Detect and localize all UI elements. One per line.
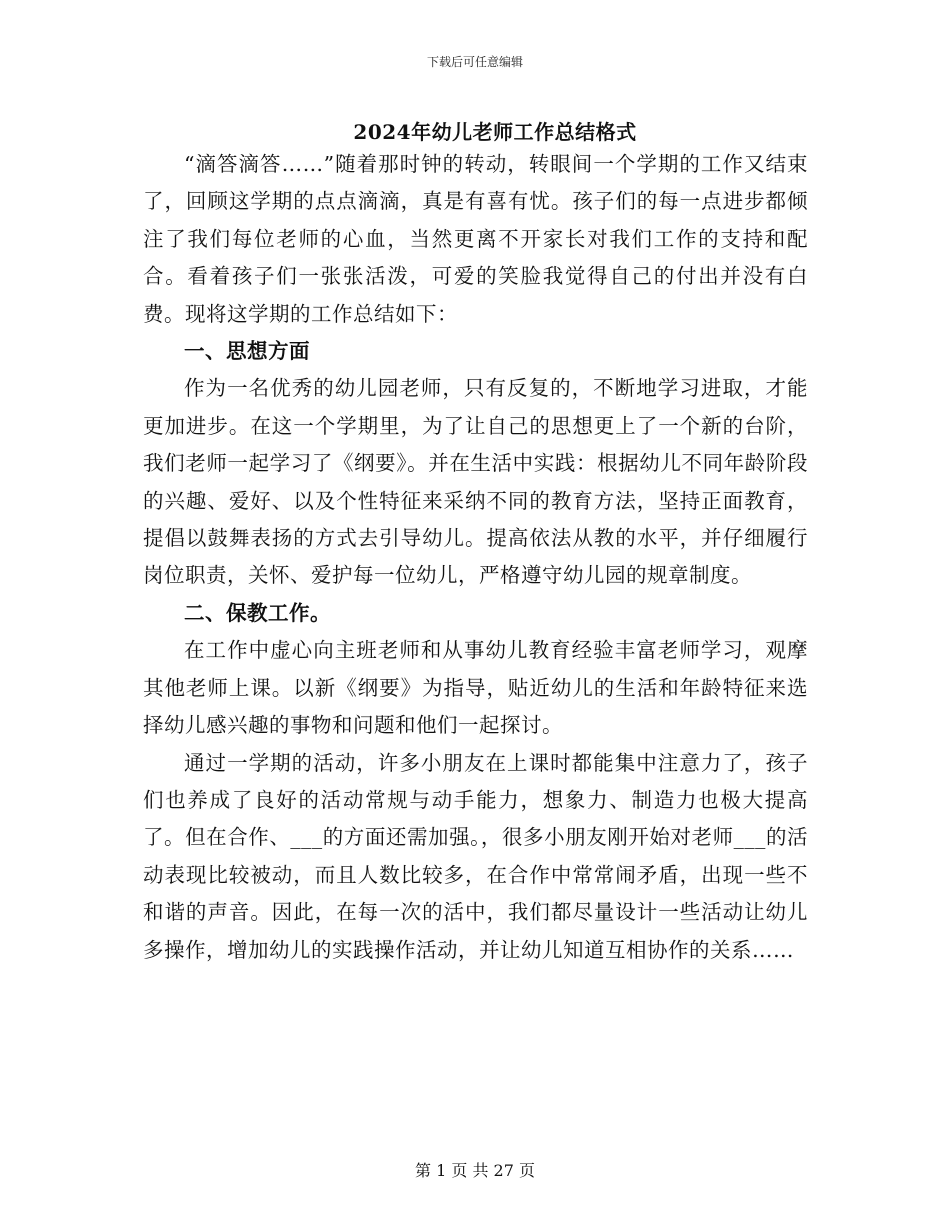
section-heading-care-education: 二、保教工作。 [184, 600, 331, 625]
body-paragraph: 作为一名优秀的幼儿园老师，只有反复的，不断地学习进取，才能更加进步。在这一个学期里，为了让自己的思想更上了一个新的台阶，我们老师一起学习了《纲要》。并在生活中实践：根据幼儿不同年龄阶段的兴趣、爱好、以及个性特征来采纳不同的教育方法，坚持正面教育，提倡以鼓舞表扬的方式去引导幼儿。提高依法从教的水平，并仔细履行岗位职责，关怀、爱护每一位幼儿，严格遵守幼儿园的规章制度。 [143, 376, 808, 588]
document-body [143, 146, 808, 969]
body-paragraph: 在工作中虚心向主班老师和从事幼儿教育经验丰富老师学习，观摩其他老师上课。以新《纲要》为指导，贴近幼儿的生活和年龄特征来选择幼儿感兴趣的事物和问题和他们一起探讨。 [143, 638, 808, 738]
body-paragraph: 通过一学期的活动，许多小朋友在上课时都能集中注意力了，孩子们也养成了良好的活动常规与动手能力，想象力、制造力也极大提高了。但在合作、___的方面还需加强。，很多小朋友刚开始对老师___的活动表现比较被动，而且人数比较多，在合作中常常闹矛盾，出现一些不和谐的声音。因此，在每一次的活中，我们都尽量设计一些活动让幼儿多操作，增加幼儿的实践操作活动，并让幼儿知道互相协作的关系…… [143, 750, 808, 962]
intro-paragraph: “滴答滴答……”随着那时钟的转动，转眼间一个学期的工作又结束了，回顾这学期的点点滴滴，真是有喜有忧。孩子们的每一点进步都倾注了我们每位老师的心血，当然更离不开家长对我们工作的支持和配合。看着孩子们一张张活泼，可爱的笑脸我觉得自己的付出并没有白费。现将这学期的工作总结如下： [143, 152, 808, 326]
document-title: 2024年幼儿老师工作总结格式 [353, 120, 637, 144]
header-note: 下载后可任意编辑 [426, 55, 523, 69]
section-heading-thought: 一、思想方面 [184, 339, 310, 364]
page-number: 第 1 页 共 27 页 [415, 1161, 535, 1180]
